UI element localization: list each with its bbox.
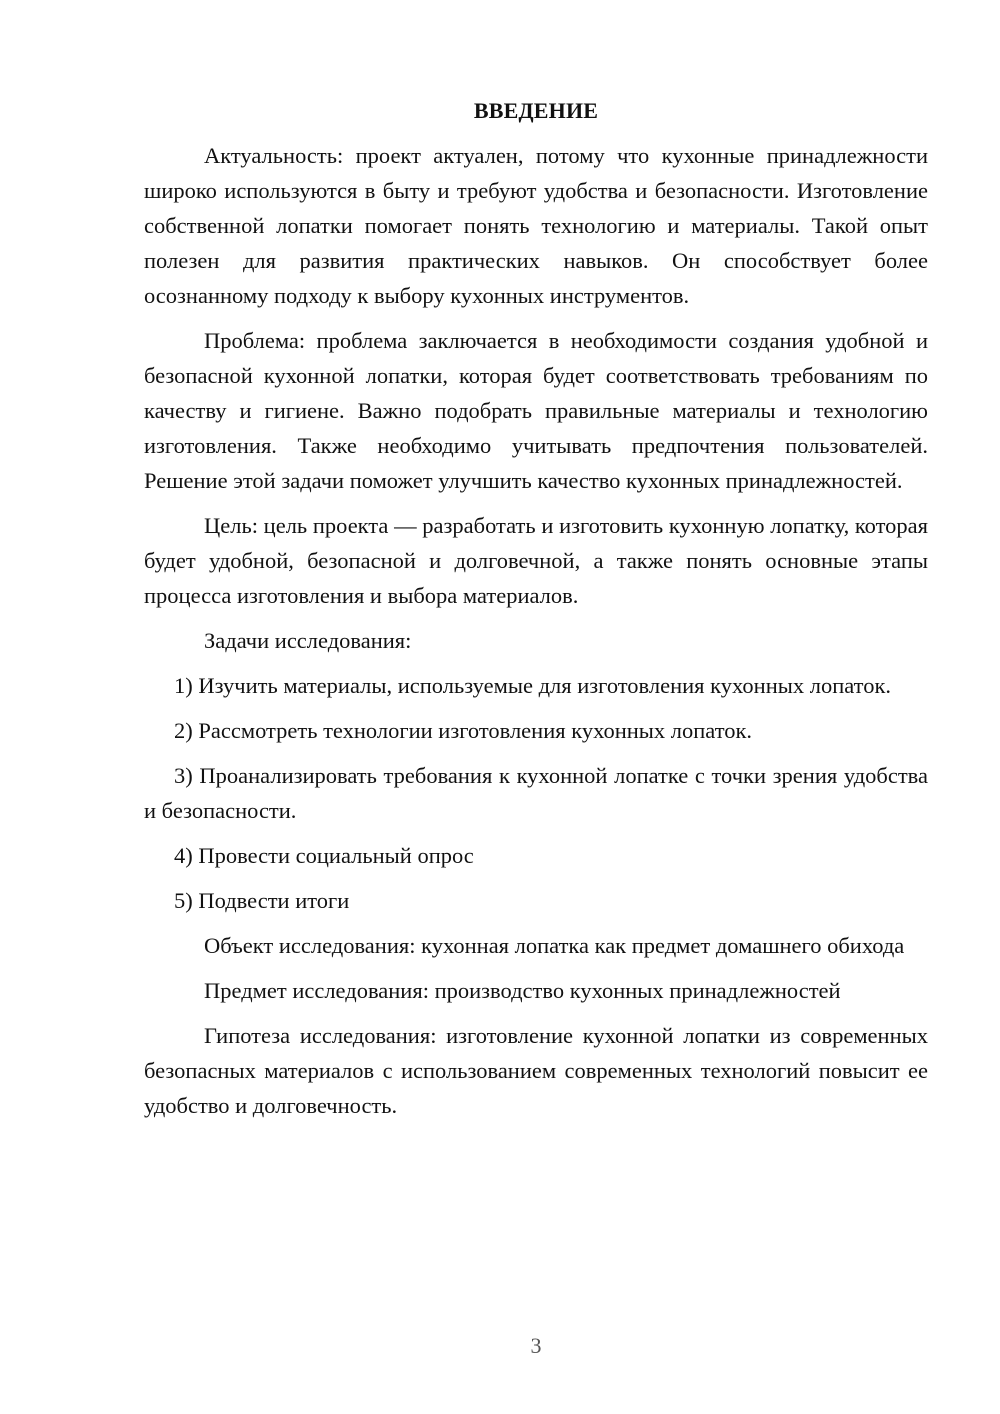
paragraph-relevance: Актуальность: проект актуален, потому что кухонные принадлежности широко используются в быту и требуют удобства и безопасности. Изготовление собственной лопатки помогает понять технологию и материалы. Такой опыт полезен для развития практических навыков. Он способствует более осознанному подходу к выбору кухонных инструментов.	[144, 143, 928, 308]
paragraph-object: Объект исследования: кухонная лопатка как предмет домашнего обихода	[204, 933, 905, 958]
page-title: ВВЕДЕНИЕ	[473, 98, 599, 123]
page-number: 3	[530, 1333, 542, 1358]
task-item-2: 2) Рассмотреть технологии изготовления кухонных лопаток.	[174, 718, 753, 743]
paragraph-problem: Проблема: проблема заключается в необходимости создания удобной и безопасной кухонной лопатки, которая будет соответствовать требованиям по качеству и гигиене. Важно подобрать правильные материалы и технологию изготовления. Также необходимо учитывать предпочтения пользователей. Решение этой задачи поможет улучшить качество кухонных принадлежностей.	[144, 328, 928, 493]
task-item-4: 4) Провести социальный опрос	[174, 843, 474, 868]
paragraph-tasks-heading: Задачи исследования:	[204, 628, 412, 653]
task-item-3: 3) Проанализировать требования к кухонной лопатке с точки зрения удобства и безопасности.	[144, 763, 928, 823]
paragraph-hypothesis: Гипотеза исследования: изготовление кухонной лопатки из современных безопасных материалов с использованием современных технологий повысит ее удобство и долговечность.	[144, 1023, 928, 1118]
task-item-5: 5) Подвести итоги	[174, 888, 350, 913]
paragraph-subject: Предмет исследования: производство кухонных принадлежностей	[204, 978, 841, 1003]
paragraph-goal: Цель: цель проекта — разработать и изготовить кухонную лопатку, которая будет удобной, безопасной и долговечной, а также понять основные этапы процесса изготовления и выбора материалов.	[144, 513, 928, 608]
task-item-1: 1) Изучить материалы, используемые для изготовления кухонных лопаток.	[174, 673, 892, 698]
